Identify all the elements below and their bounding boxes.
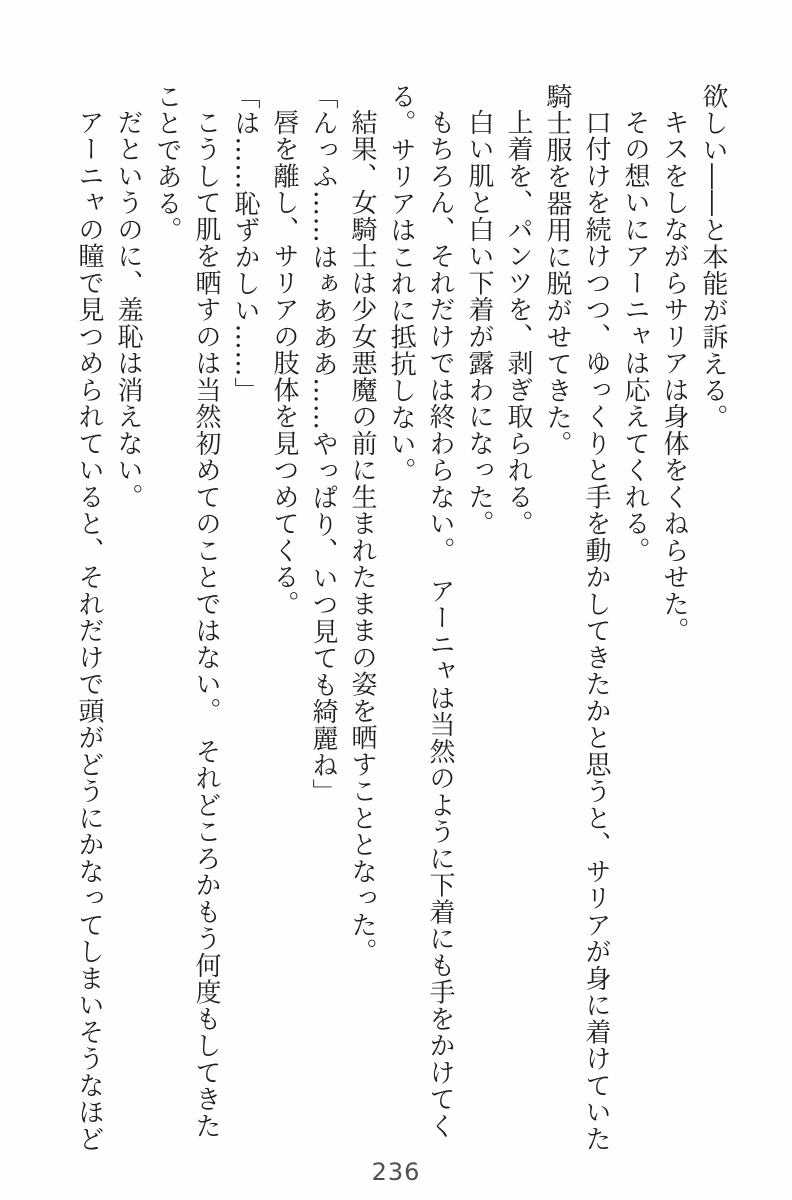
paragraph: 唇を離し、サリアの肢体を見つめてくる。 [269, 109, 299, 618]
paragraph: だというのに、羞恥は消えない。 [113, 109, 143, 511]
paragraph: 欲しい――と本能が訴える。 [698, 83, 728, 431]
paragraph: 口付けを続けつつ、ゆっくりと手を動かしてきたかと思うと、サリアが身に着けていた騎士服を器用に脱がせてきた。 [542, 83, 611, 1153]
paragraph: 「んっふ……はぁあああ……やっぱり、いつ見ても綺麗ね」 [308, 83, 338, 806]
paragraph: 上着を、パンツを、剥ぎ取られる。 [503, 109, 533, 537]
page-number: 236 [371, 1158, 421, 1186]
paragraph: 白い肌と白い下着が露わになった。 [464, 109, 494, 537]
paragraph: もちろん、それだけでは終わらない。 アーニャは当然のように下着にも手をかけてくる。サリアはこれに抵抗しない。 [386, 83, 455, 1140]
paragraph: 「は……恥ずかしい……」 [230, 83, 260, 404]
paragraph: こうして肌を晒すのは当然初めてのことではない。 それどころかもう何度もしてきたことである。 [152, 83, 221, 1140]
paragraph: 結果、女騎士は少女悪魔の前に生まれたままの姿を晒すこととなった。 [347, 109, 377, 965]
paragraph: キスをしながらサリアは身体をくねらせた。 [659, 109, 689, 644]
vertical-text-block [69, 83, 732, 1163]
paragraph: アーニャの瞳で見つめられていると、それだけで頭がどうにかなってしまいそうなほど [74, 109, 104, 1153]
paragraph: その想いにアーニャは応えてくれる。 [620, 109, 650, 564]
